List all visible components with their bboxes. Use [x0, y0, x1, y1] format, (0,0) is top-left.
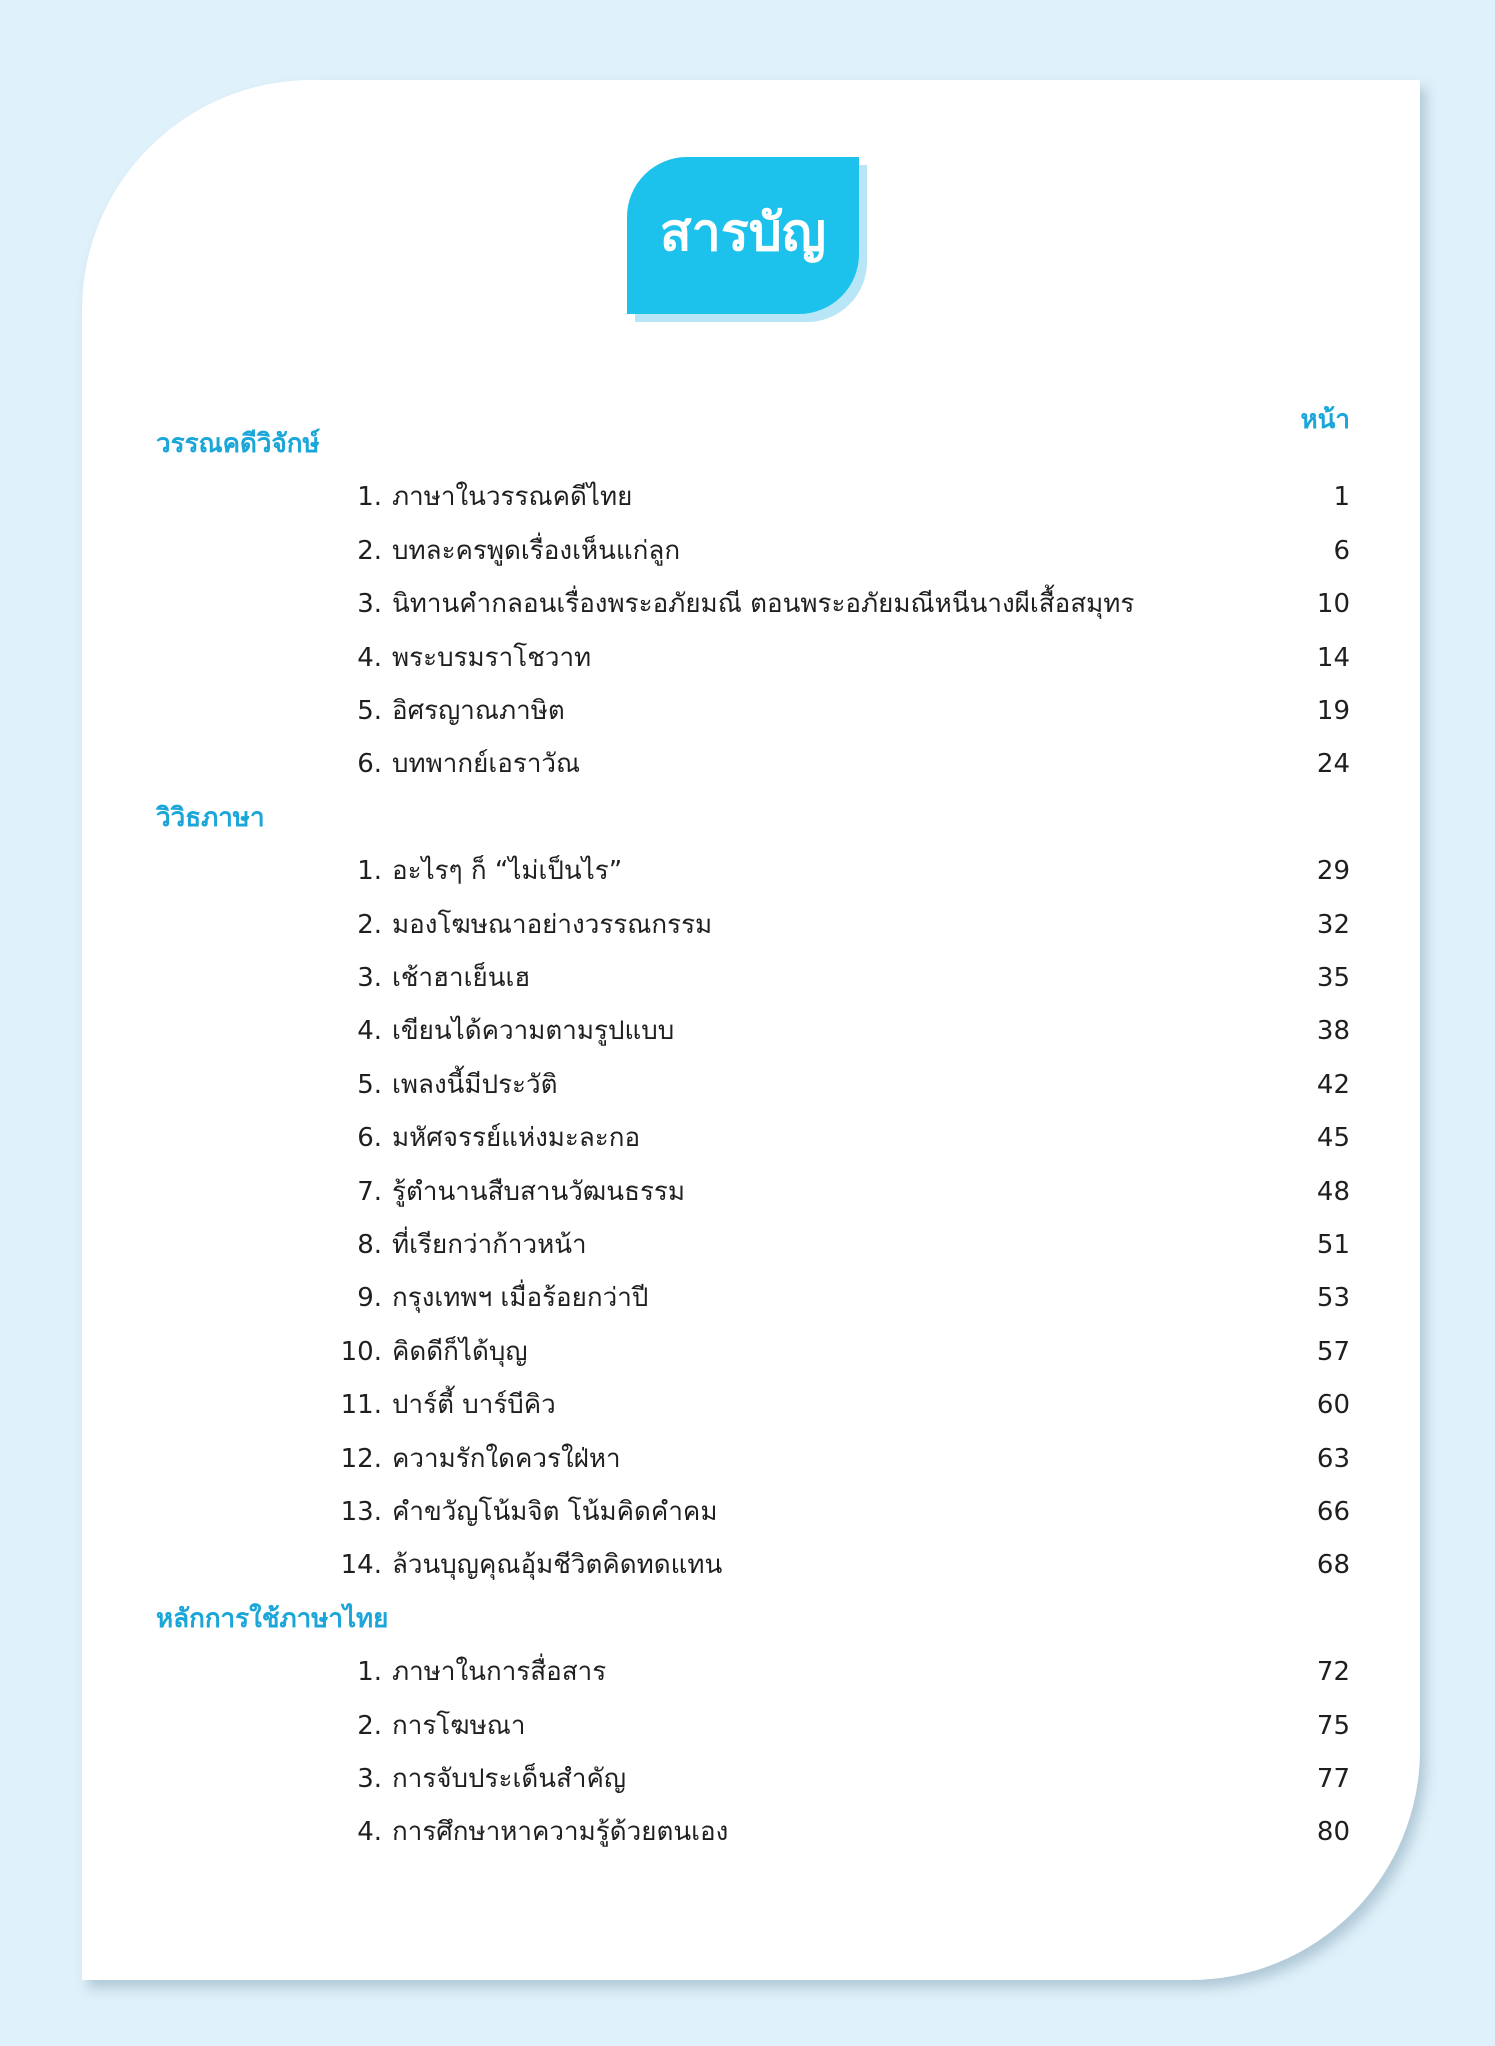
- entry-title: พระบรมราโชวาท: [392, 642, 592, 673]
- entry-title: ปาร์ตี้ บาร์บีคิว: [392, 1390, 556, 1421]
- entry-page-number: 77: [1316, 1764, 1350, 1794]
- entry-page-number: 6: [1333, 535, 1350, 566]
- entry-number: 6.: [357, 749, 382, 780]
- entry-title: การศึกษาหาความรู้ด้วยตนเอง: [392, 1817, 729, 1848]
- entry-title: อะไรๆ ก็ “ไม่เป็นไร”: [392, 856, 623, 887]
- entry-page-number: 63: [1316, 1443, 1350, 1474]
- entry-title: คิดดีก็ได้บุญ: [392, 1336, 528, 1367]
- entry-title: ภาษาในการสื่อสาร: [392, 1657, 607, 1688]
- entry-page-number: 60: [1316, 1390, 1350, 1421]
- toc-entry[interactable]: [82, 1068, 1420, 1102]
- entry-number: 11.: [340, 1390, 382, 1421]
- entry-page-number: 57: [1316, 1336, 1350, 1367]
- entry-number: 3.: [357, 963, 382, 993]
- toc-entry[interactable]: [82, 641, 1420, 675]
- entry-number: 14.: [340, 1550, 382, 1581]
- toc-entry[interactable]: [82, 908, 1420, 942]
- page-title: สารบัญ: [659, 202, 827, 263]
- entry-title: นิทานคำกลอนเรื่องพระอภัยมณี ตอนพระอภัยมณีหนีนางผีเสื้อสมุทร: [392, 589, 1135, 620]
- entry-title: บทพากย์เอราวัณ: [392, 749, 581, 780]
- entry-page-number: 1: [1333, 482, 1350, 513]
- section-title: วรรณคดีวิจักษ์: [156, 429, 320, 459]
- toc-entry[interactable]: [82, 1228, 1420, 1262]
- toc-entry[interactable]: [82, 1762, 1420, 1796]
- section-title: หลักการใช้ภาษาไทย: [156, 1603, 389, 1634]
- toc-entry[interactable]: [82, 1175, 1420, 1209]
- entry-title: มหัศจรรย์แห่งมะละกอ: [392, 1123, 641, 1154]
- toc-entry[interactable]: [82, 1655, 1420, 1689]
- entry-title: บทละครพูดเรื่องเห็นแก่ลูก: [392, 535, 681, 566]
- entry-number: 4.: [357, 1817, 382, 1848]
- toc-entry[interactable]: [82, 1709, 1420, 1743]
- toc-entry[interactable]: [82, 1281, 1420, 1315]
- entry-number: 1.: [357, 1657, 382, 1688]
- entry-number: 6.: [357, 1123, 382, 1154]
- title-badge: [627, 157, 867, 322]
- entry-number: 5.: [357, 1069, 382, 1100]
- toc-entry[interactable]: [82, 747, 1420, 781]
- entry-number: 2.: [357, 909, 382, 940]
- entry-number: 9.: [357, 1283, 382, 1314]
- entry-page-number: 51: [1316, 1230, 1350, 1260]
- entry-page-number: 80: [1316, 1817, 1350, 1848]
- entry-number: 2.: [357, 1710, 382, 1741]
- toc-entry[interactable]: [82, 694, 1420, 728]
- entry-title: ความรักใดควรใฝ่หา: [392, 1443, 621, 1474]
- section-title: วิวิธภาษา: [156, 802, 265, 833]
- entry-page-number: 24: [1316, 749, 1350, 780]
- entry-title: เพลงนี้มีประวัติ: [392, 1069, 558, 1100]
- toc-entry[interactable]: [82, 587, 1420, 621]
- entry-number: 4.: [357, 642, 382, 673]
- entry-title: ภาษาในวรรณคดีไทย: [392, 482, 633, 513]
- entry-page-number: 19: [1316, 696, 1350, 726]
- toc-entry[interactable]: [82, 1014, 1420, 1048]
- entry-title: มองโฆษณาอย่างวรรณกรรม: [392, 909, 713, 940]
- toc-entry[interactable]: [82, 961, 1420, 995]
- entry-number: 2.: [357, 535, 382, 566]
- entry-page-number: 75: [1316, 1710, 1350, 1741]
- toc-entry[interactable]: [82, 480, 1420, 514]
- toc-entry[interactable]: [82, 1335, 1420, 1369]
- page-column-label: หน้า: [1300, 405, 1350, 435]
- entry-page-number: 35: [1316, 963, 1350, 993]
- toc-entry[interactable]: [82, 1388, 1420, 1422]
- entry-title: รู้ตำนานสืบสานวัฒนธรรม: [392, 1176, 686, 1207]
- entry-page-number: 53: [1316, 1283, 1350, 1314]
- entry-number: 3.: [357, 589, 382, 620]
- toc-entry[interactable]: [82, 1548, 1420, 1582]
- entry-number: 10.: [340, 1336, 382, 1367]
- entry-page-number: 48: [1316, 1176, 1350, 1207]
- toc-entry[interactable]: [82, 1121, 1420, 1155]
- entry-number: 8.: [357, 1230, 382, 1260]
- entry-page-number: 66: [1316, 1497, 1350, 1527]
- entry-page-number: 14: [1316, 642, 1350, 673]
- entry-title: กรุงเทพฯ เมื่อร้อยกว่าปี: [392, 1283, 649, 1314]
- title-badge-main: [627, 157, 859, 314]
- toc-entry[interactable]: [82, 854, 1420, 888]
- entry-number: 12.: [340, 1443, 382, 1474]
- entry-page-number: 38: [1316, 1016, 1350, 1047]
- toc-entry[interactable]: [82, 534, 1420, 568]
- entry-title: ล้วนบุญคุณอุ้มชีวิตคิดทดแทน: [392, 1550, 723, 1581]
- entry-number: 1.: [357, 482, 382, 513]
- toc-entry[interactable]: [82, 1815, 1420, 1849]
- toc-page: [82, 80, 1420, 1980]
- entry-page-number: 42: [1316, 1069, 1350, 1100]
- entry-title: การโฆษณา: [392, 1710, 526, 1741]
- entry-title: อิศรญาณภาษิต: [392, 696, 565, 726]
- entry-page-number: 45: [1316, 1123, 1350, 1154]
- entry-page-number: 29: [1316, 856, 1350, 887]
- entry-page-number: 10: [1316, 589, 1350, 620]
- entry-number: 3.: [357, 1764, 382, 1794]
- entry-page-number: 32: [1316, 909, 1350, 940]
- entry-title: เขียนได้ความตามรูปแบบ: [392, 1016, 675, 1047]
- entry-number: 1.: [357, 856, 382, 887]
- entry-title: การจับประเด็นสำคัญ: [392, 1764, 627, 1794]
- entry-number: 4.: [357, 1016, 382, 1047]
- entry-page-number: 72: [1316, 1657, 1350, 1688]
- entry-title: ที่เรียกว่าก้าวหน้า: [392, 1230, 587, 1260]
- toc-entry[interactable]: [82, 1442, 1420, 1476]
- toc-entry[interactable]: [82, 1495, 1420, 1529]
- entry-number: 7.: [357, 1176, 382, 1207]
- entry-number: 13.: [340, 1497, 382, 1527]
- entry-page-number: 68: [1316, 1550, 1350, 1581]
- entry-title: คำขวัญโน้มจิต โน้มคิดคำคม: [392, 1497, 718, 1527]
- entry-number: 5.: [357, 696, 382, 726]
- entry-title: เช้าฮาเย็นเฮ: [392, 963, 531, 993]
